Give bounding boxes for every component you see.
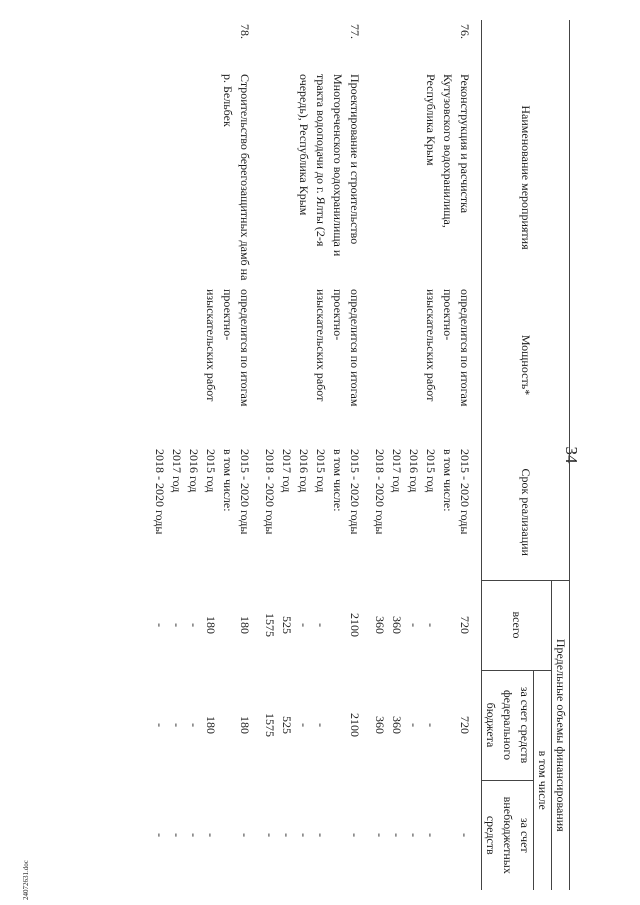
row-term: 2015 год [424,449,438,493]
page-number: 34 [562,446,581,464]
row-term: 2016 год [407,449,421,493]
row-extra: - [170,833,184,837]
row-total: - [424,623,438,627]
row-total: 1575 [263,613,277,637]
row-capacity-line: изыскательских работ [314,289,328,402]
row-extra [329,780,346,890]
row-term: 2015 год [314,449,328,493]
row-extra: - [187,833,201,837]
row-78 [151,20,261,890]
row-term: в том числе: [221,449,235,512]
row-extra: - [263,833,277,837]
row-capacity-line: проектно- [221,289,235,341]
row-extra: - [424,833,438,837]
row-term: 2016 год [297,449,311,493]
row-extra: - [297,833,311,837]
row-total [329,580,346,670]
col-header-federal: за счет средств федерального бюджета [482,670,534,780]
row-term: 2015 - 2020 годы [348,449,362,535]
row-extra: - [280,833,294,837]
row-76 [371,20,482,890]
col-header-name: Наименование мероприятия [482,70,570,285]
row-term: 2018 - 2020 годы [263,449,277,535]
row-extra: - [204,833,218,837]
row-number: 77. [348,24,362,39]
row-extra: - [458,833,472,837]
row-federal: 525 [280,716,294,734]
row-federal: - [170,723,184,727]
row-term: 2015 - 2020 годы [458,449,472,535]
row-total [439,580,456,670]
document-code: 24072631.doc [22,860,30,900]
row-extra: - [314,833,328,837]
row-total: 2100 [348,613,362,637]
row-federal [219,670,236,780]
row-federal: 360 [390,716,404,734]
rotated-page [50,20,590,890]
row-total: 360 [390,616,404,634]
row-term: 2015 год [204,449,218,493]
col-header-term: Срок реализации [482,445,570,580]
row-total: - [187,623,201,627]
row-number: 78. [238,24,252,39]
col-header-total: всего [482,580,552,670]
row-federal [329,670,346,780]
col-header-extra: за счет внебюджетных средств [482,780,534,890]
row-federal: - [314,723,328,727]
row-federal: - [424,723,438,727]
row-total: 360 [373,616,387,634]
row-term: в том числе: [331,449,345,512]
row-federal: - [153,723,167,727]
row-total: 180 [204,616,218,634]
funding-table [151,20,570,890]
row-term: 2018 - 2020 годы [153,449,167,535]
col-header-num [482,20,570,70]
row-extra: - [390,833,404,837]
row-capacity-line: определится по итогам [458,289,472,407]
row-name: Проектирование и строительство Многореченского водохранилища и тракта водоподачи до г. Ялты (2-я очередь), Республика Крым [297,74,362,257]
row-total: - [170,623,184,627]
row-extra [219,780,236,890]
row-capacity-line: проектно- [331,289,345,341]
row-term: 2017 год [280,449,294,493]
row-total [219,580,236,670]
row-extra: - [238,833,252,837]
row-capacity-line: определится по итогам [348,289,362,407]
col-header-capacity: Мощность* [482,285,570,445]
row-federal: 2100 [348,713,362,737]
row-federal: 720 [458,716,472,734]
row-number: 76. [458,24,472,39]
row-total: 180 [238,616,252,634]
row-extra: - [407,833,421,837]
row-total: - [314,623,328,627]
row-extra: - [348,833,362,837]
row-capacity-line: изыскательских работ [424,289,438,402]
row-capacity-line: изыскательских работ [204,289,218,402]
row-term: 2018 - 2020 годы [373,449,387,535]
row-term: в том числе: [441,449,455,512]
row-term: 2016 год [187,449,201,493]
row-extra: - [373,833,387,837]
row-total: 720 [458,616,472,634]
row-federal: 1575 [263,713,277,737]
col-header-funding-group: Предельные объемы финансирования [552,580,570,890]
row-total: 525 [280,616,294,634]
row-name: Строительство берегозащитных дамб на р. Бельбек [221,74,252,281]
row-capacity-line: определится по итогам [238,289,252,407]
row-term: 2017 год [390,449,404,493]
row-extra: - [153,833,167,837]
row-federal: - [407,723,421,727]
row-federal: - [297,723,311,727]
row-federal: - [187,723,201,727]
row-extra [439,780,456,890]
row-term: 2015 - 2020 годы [238,449,252,535]
row-name: Реконструкция и расчистка Кутузовского водохранилища, Республика Крым [424,74,472,228]
row-capacity-line: проектно- [441,289,455,341]
row-77 [261,20,371,890]
col-header-incl: в том числе [534,670,552,890]
row-total: - [153,623,167,627]
row-federal [439,670,456,780]
row-total: - [297,623,311,627]
row-federal: 180 [238,716,252,734]
row-term: 2017 год [170,449,184,493]
row-total: - [407,623,421,627]
row-federal: 180 [204,716,218,734]
row-federal: 360 [373,716,387,734]
